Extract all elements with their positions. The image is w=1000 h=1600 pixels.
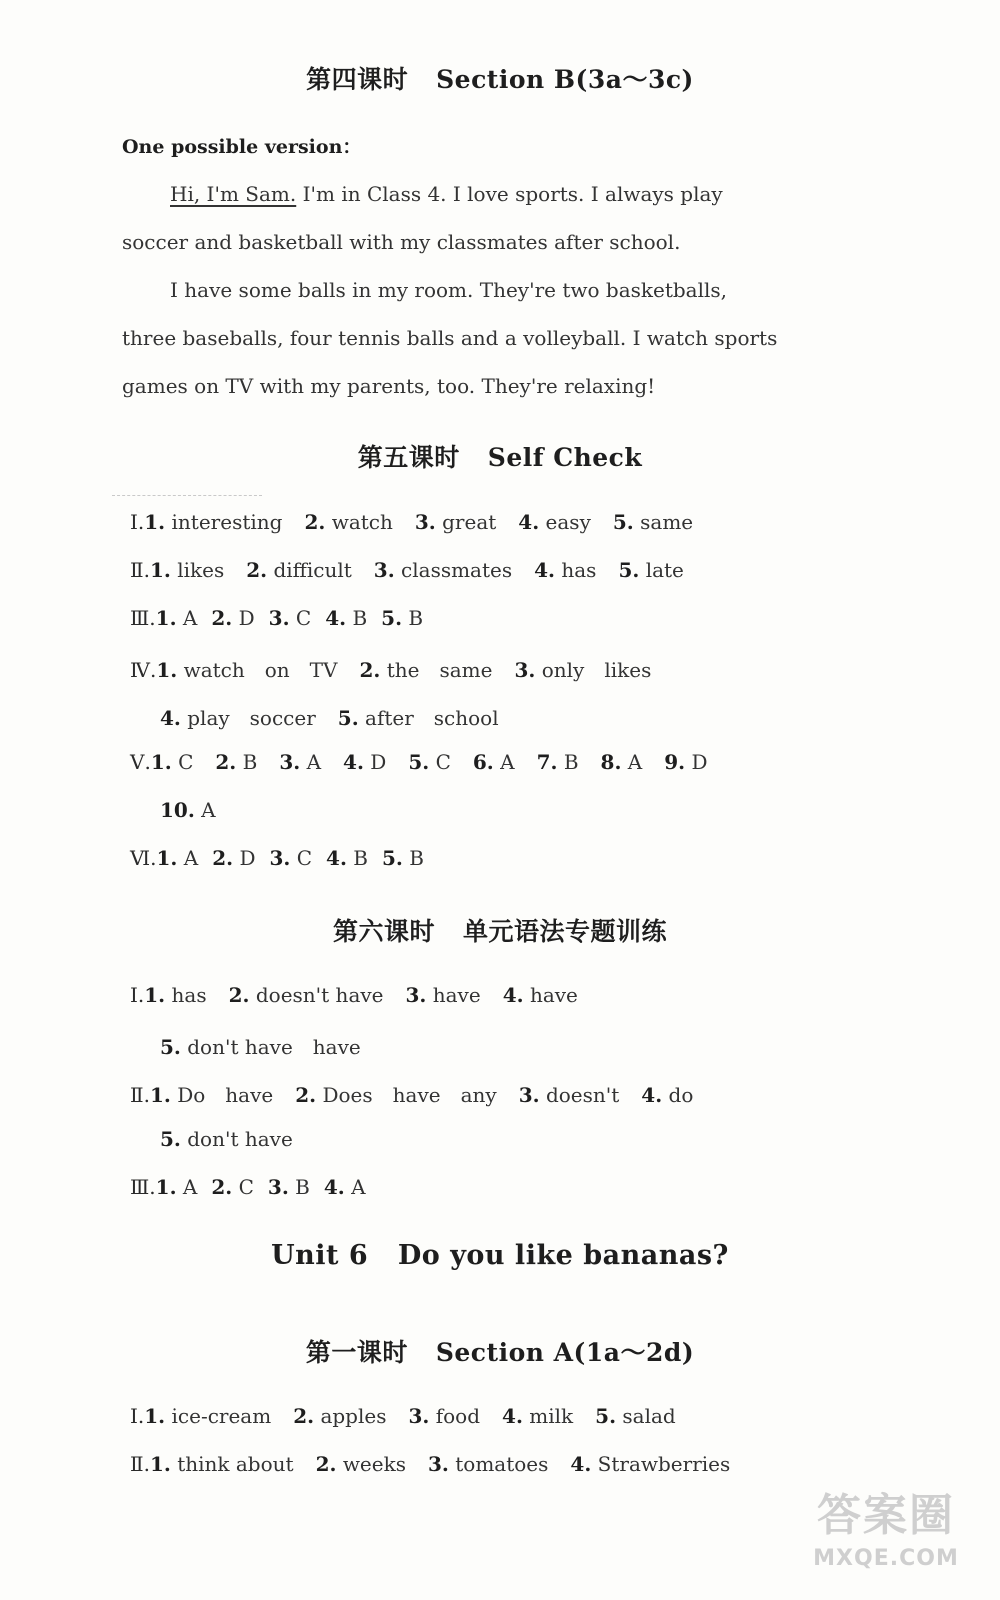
item-number: 5. [160, 1035, 181, 1059]
roman-numeral: Ⅱ. [130, 558, 150, 582]
answer-row [130, 846, 424, 870]
item-number: 2. [246, 558, 268, 582]
paragraph-text: I'm in Class 4. I love sports. I always play [296, 182, 723, 206]
item-number: 1. [144, 983, 166, 1007]
answer: interesting [171, 510, 283, 534]
unit-title-text: Unit 6 Do you like bananas? [271, 1240, 729, 1271]
roman-numeral: Ⅱ. [130, 1083, 150, 1107]
item-number: 4. [160, 706, 181, 730]
watermark-text-en: MXQE.COM [813, 1546, 959, 1571]
answer: doesn't have [255, 983, 384, 1007]
item-number: 1. [156, 658, 178, 682]
answer: A [182, 606, 198, 630]
item-number: 5. [612, 510, 634, 534]
answer: has [171, 983, 207, 1007]
item-number: 2. [215, 750, 237, 774]
answer: weeks [342, 1452, 406, 1476]
paragraph-text: I have some balls in my room. They're two basketballs, [170, 278, 728, 302]
answer-row [160, 1031, 361, 1060]
answer: A [201, 798, 216, 822]
answer: has [561, 558, 597, 582]
roman-numeral: Ⅳ. [130, 658, 157, 682]
item-number: 2. [359, 658, 381, 682]
answer-row [130, 1175, 366, 1199]
answer: B [353, 846, 368, 870]
answer-row [130, 1079, 693, 1108]
answer: B [295, 1175, 310, 1199]
answer-row [130, 606, 423, 630]
section-heading-6 [0, 912, 1000, 948]
item-number: 8. [600, 750, 622, 774]
answer: after school [365, 706, 499, 730]
item-number: 4. [502, 983, 524, 1007]
item-number: 7. [536, 750, 558, 774]
answer-row [130, 1452, 730, 1476]
item-number: 4. [641, 1083, 663, 1107]
section-label: 第五课时 [357, 443, 460, 472]
section-title: Self Check [487, 443, 643, 472]
item-number: 1. [156, 846, 178, 870]
item-number: 1. [144, 1404, 166, 1428]
answer: A [500, 750, 515, 774]
answer: late [645, 558, 684, 582]
item-number: 3. [267, 1175, 289, 1199]
item-number: 4. [343, 750, 364, 774]
item-number: 3. [279, 750, 301, 774]
item-number: 5. [337, 706, 359, 730]
item-number: 3. [405, 983, 427, 1007]
item-number: 2. [228, 983, 250, 1007]
answer: watch [331, 510, 393, 534]
answer: easy [545, 510, 591, 534]
answer: milk [529, 1404, 574, 1428]
divider [112, 495, 262, 497]
answer: A [183, 846, 199, 870]
item-number: 4. [326, 846, 347, 870]
item-number: 3. [269, 846, 291, 870]
item-number: 5. [408, 750, 430, 774]
answer: B [242, 750, 258, 774]
unit-title [0, 1240, 1000, 1271]
answer: only likes [541, 658, 652, 682]
item-number: 2. [211, 1175, 233, 1199]
answer: difficult [273, 558, 352, 582]
roman-numeral: Ⅲ. [130, 606, 156, 630]
answer: doesn't [545, 1083, 620, 1107]
item-number: 2. [211, 606, 233, 630]
answer: D [370, 750, 387, 774]
item-number: 3. [408, 1404, 430, 1428]
item-number: 5. [595, 1404, 617, 1428]
answer: salad [622, 1404, 676, 1428]
roman-numeral: Ⅲ. [130, 1175, 156, 1199]
answer: ice-cream [171, 1404, 272, 1428]
answer: likes [177, 558, 225, 582]
watermark-text-cn: 答案圈 [817, 1490, 955, 1541]
item-number: 1. [155, 1175, 177, 1199]
answer-row [130, 983, 578, 1007]
section-label: 第六课时 [332, 917, 435, 946]
section-label: 第四课时 [306, 65, 409, 94]
answer: Do have [177, 1083, 274, 1107]
item-number: 1. [150, 750, 172, 774]
item-number: 3. [268, 606, 290, 630]
answer: have [529, 983, 578, 1007]
item-number: 4. [323, 1175, 345, 1199]
answer: food [435, 1404, 481, 1428]
answer: D [238, 606, 255, 630]
answer: A [351, 1175, 366, 1199]
item-number: 3. [414, 510, 436, 534]
item-number: 6. [472, 750, 494, 774]
item-number: 4. [570, 1452, 592, 1476]
roman-numeral: Ⅱ. [130, 1452, 150, 1476]
answer: think about [177, 1452, 294, 1476]
roman-numeral: Ⅰ. [130, 1404, 145, 1428]
answer: Strawberries [597, 1452, 731, 1476]
item-number: 4. [518, 510, 540, 534]
paragraph-text: games on TV with my parents, too. They're relaxing! [122, 374, 656, 398]
roman-numeral: Ⅰ. [130, 983, 145, 1007]
answer: play soccer [187, 706, 316, 730]
section-heading-1 [0, 1333, 1000, 1369]
answer: B [408, 606, 424, 630]
item-number: 1. [155, 606, 177, 630]
item-number: 5. [618, 558, 640, 582]
item-number: 1. [149, 558, 171, 582]
paragraph-text: soccer and basketball with my classmates after school. [122, 230, 681, 254]
answer-row [130, 750, 708, 774]
item-number: 5. [382, 846, 403, 870]
answer: B [563, 750, 579, 774]
section-heading-4 [0, 60, 1000, 96]
answer: C [295, 606, 312, 630]
answer: A [182, 1175, 198, 1199]
answer: C [238, 1175, 254, 1199]
answer-row [130, 558, 684, 582]
answer: the same [386, 658, 493, 682]
roman-numeral: Ⅰ. [130, 510, 145, 534]
sample-paragraph-2 [122, 266, 802, 410]
item-number: 1. [149, 1452, 171, 1476]
answer: C [296, 846, 313, 870]
answer: B [352, 606, 368, 630]
item-number: 4. [534, 558, 556, 582]
version-intro: One possible version： [122, 136, 362, 158]
answer-row [130, 654, 651, 683]
answer: C [178, 750, 194, 774]
item-number: 4. [325, 606, 347, 630]
paragraph-text: three baseballs, four tennis balls and a volleyball. I watch sports [122, 326, 778, 350]
item-number: 3. [518, 1083, 540, 1107]
item-number: 2. [304, 510, 326, 534]
answer: watch on TV [183, 658, 338, 682]
item-number: 3. [428, 1452, 449, 1476]
section-title: 单元语法专题训练 [463, 917, 668, 946]
section-title: Section B(3a～3c) [436, 65, 694, 94]
answer-row [160, 702, 499, 731]
answer-row [160, 1127, 293, 1151]
section-label: 第一课时 [305, 1338, 408, 1367]
item-number: 5. [381, 606, 403, 630]
answer: D [239, 846, 256, 870]
item-number: 2. [295, 1083, 317, 1107]
answer: B [409, 846, 424, 870]
answer: do [668, 1083, 694, 1107]
answer: same [640, 510, 694, 534]
answer: Does have any [322, 1083, 497, 1107]
watermark-logo [796, 1488, 976, 1588]
underlined-phrase: Hi, I'm Sam. [170, 182, 297, 206]
item-number: 2. [293, 1404, 315, 1428]
item-number: 3. [373, 558, 395, 582]
item-number: 5. [160, 1127, 181, 1151]
answer: apples [320, 1404, 387, 1428]
answer-row [130, 510, 693, 534]
item-number: 1. [144, 510, 166, 534]
answer: classmates [401, 558, 513, 582]
answer: have [432, 983, 481, 1007]
answer: A [627, 750, 643, 774]
roman-numeral: Ⅴ. [130, 750, 151, 774]
answer-row [130, 1404, 676, 1428]
roman-numeral: Ⅵ. [130, 846, 157, 870]
answer: great [442, 510, 497, 534]
item-number: 10. [160, 798, 195, 822]
item-number: 3. [514, 658, 536, 682]
sample-paragraph-1 [122, 170, 802, 266]
item-number: 2. [212, 846, 234, 870]
answer-row [160, 798, 216, 822]
item-number: 1. [149, 1083, 171, 1107]
answer: don't have [187, 1127, 293, 1151]
answer: tomatoes [455, 1452, 549, 1476]
section-heading-5 [0, 438, 1000, 474]
section-title: Section A(1a～2d) [435, 1338, 695, 1367]
item-number: 4. [502, 1404, 523, 1428]
item-number: 2. [315, 1452, 337, 1476]
answer: C [435, 750, 451, 774]
answer: D [691, 750, 708, 774]
answer: don't have have [187, 1035, 361, 1059]
item-number: 9. [664, 750, 686, 774]
answer: A [306, 750, 322, 774]
